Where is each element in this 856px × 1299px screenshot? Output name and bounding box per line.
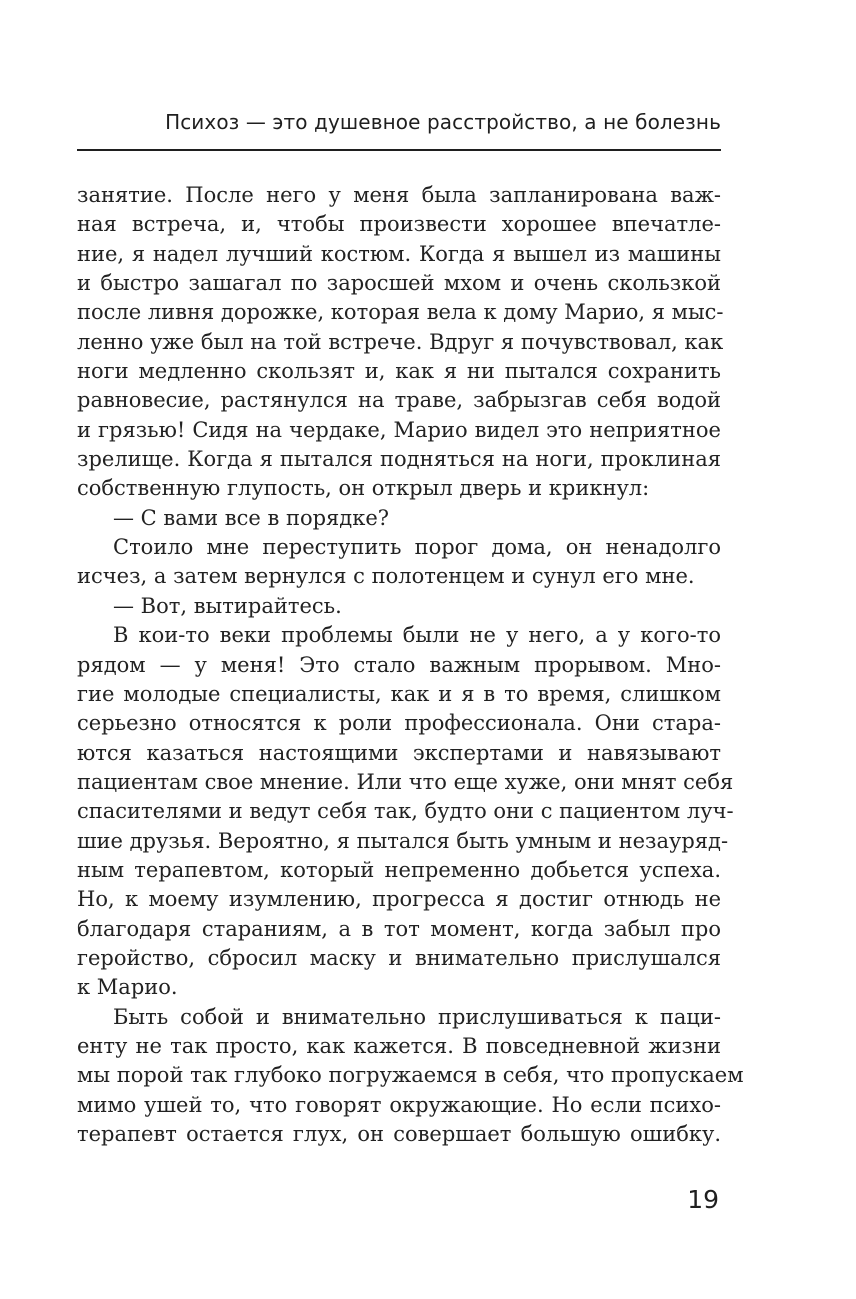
- text-line: после ливня дорожке, которая вела к дому Марио, я мыс-: [77, 300, 724, 325]
- text-line: геройство, сбросил маску и внимательно прислушался: [77, 945, 721, 970]
- text-line: равновесие, растянулся на траве, забрызгав себя водой: [77, 388, 721, 413]
- text-line: рядом — у меня! Это стало важным прорывом. Мно-: [77, 652, 721, 677]
- paragraph-start-line: Быть собой и внимательно прислушиваться к паци-: [113, 1004, 721, 1029]
- text-line: ленно уже был на той встрече. Вдруг я почувствовал, как: [77, 329, 724, 354]
- text-line: к Марио.: [77, 975, 178, 1000]
- header-rule: [77, 149, 721, 151]
- text-line: гие молодые специалисты, как и я в то время, слишком: [77, 681, 721, 706]
- page-number: 19: [687, 1185, 719, 1214]
- text-line: мимо ушей то, что говорят окружающие. Но если психо-: [77, 1092, 721, 1117]
- text-line: ноги медленно скользят и, как я ни пытался сохранить: [77, 359, 721, 384]
- text-line: спасителями и ведут себя так, будто они с пациентом луч-: [77, 799, 734, 824]
- text-line: пациентам свое мнение. Или что еще хуже, они мнят себя: [77, 769, 734, 794]
- text-line: и быстро зашагал по заросшей мхом и очень скользкой: [77, 271, 721, 296]
- text-line: занятие. После него у меня была запланирована важ-: [77, 183, 721, 207]
- body-text: [77, 181, 744, 1149]
- text-line: и грязью! Сидя на чердаке, Марио видел это неприятное: [77, 417, 721, 442]
- text-line: зрелище. Когда я пытался подняться на ноги, проклиная: [77, 447, 721, 472]
- text-line: терапевт остается глух, он совершает большую ошибку.: [77, 1122, 721, 1146]
- text-line: ние, я надел лучший костюм. Когда я вышел из машины: [77, 241, 721, 266]
- text-line: благодаря стараниям, а в тот момент, когда забыл про: [77, 916, 721, 941]
- text-line: шие друзья. Вероятно, я пытался быть умным и незауряд-: [77, 828, 729, 853]
- text-line: ным терапевтом, который непременно добьется успеха.: [77, 857, 721, 882]
- paragraph-start-line: Стоило мне переступить порог дома, он ненадолго: [113, 535, 721, 560]
- text-line: ная встреча, и, чтобы произвести хорошее впечатле-: [77, 212, 721, 237]
- text-line: мы порой так глубоко погружаемся в себя, что пропускаем: [77, 1063, 744, 1088]
- text-line: исчез, а затем вернулся с полотенцем и сунул его мне.: [77, 564, 695, 589]
- text-line: ются казаться настоящими экспертами и навязывают: [77, 740, 721, 765]
- text-line: енту не так просто, как кажется. В повседневной жизни: [77, 1033, 721, 1058]
- running-head: Психоз — это душевное расстройство, а не болезнь: [165, 110, 721, 134]
- text-line: собственную глупость, он открыл дверь и крикнул:: [77, 476, 650, 501]
- paragraph-start-line: В кои-то веки проблемы были не у него, а у кого-то: [113, 623, 721, 648]
- text-line: серьезно относятся к роли профессионала. Они стара-: [77, 711, 721, 736]
- dialogue-line: — С вами все в порядке?: [113, 505, 390, 530]
- text-line: Но, к моему изумлению, прогресса я достиг отнюдь не: [77, 887, 721, 912]
- dialogue-line: — Вот, вытирайтесь.: [113, 593, 342, 618]
